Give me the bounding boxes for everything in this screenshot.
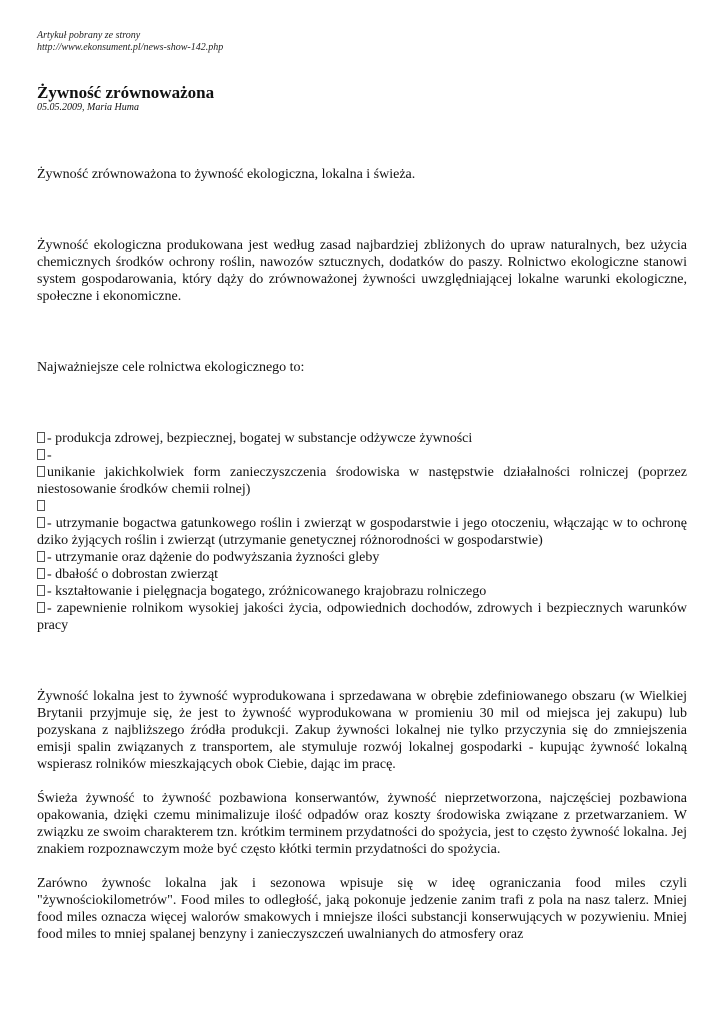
list-item xyxy=(37,464,687,498)
lead-paragraph: Żywność zrównoważona to żywność ekologiczna, lokalna i świeża. xyxy=(37,167,416,182)
bullet-box-icon xyxy=(37,585,45,596)
bullet-box-icon xyxy=(37,432,45,443)
article-meta: 05.05.2009, Maria Huma xyxy=(37,102,139,113)
ecological-paragraph: Żywność ekologiczna produkowana jest według zasad najbardziej zbliżonych do upraw naturalnych, bez użycia chemicznych środków ochrony roślin, nawozów sztucznych, dodatków do paszy. Rolnictwo ekologiczne stanowi system gospodarowania, który dąży do zrównoważonej żywności uwzględniającej lokalne warunki ekologiczne, społeczne i ekonomiczne. xyxy=(37,238,687,304)
list-item-text: - kształtowanie i pielęgnacja bogatego, zróżnicowanego krajobrazu rolniczego xyxy=(47,584,487,599)
bullet-box-icon xyxy=(37,449,45,460)
source-info xyxy=(37,30,687,54)
list-item xyxy=(37,515,687,549)
list-item xyxy=(37,549,687,566)
bullet-box-icon xyxy=(37,551,45,562)
goals-intro: Najważniejsze cele rolnictwa ekologicznego to: xyxy=(37,360,305,375)
list-item-text: - xyxy=(47,448,52,463)
list-item xyxy=(37,498,687,515)
list-item xyxy=(37,600,687,634)
list-item-text: - produkcja zdrowej, bezpiecznej, bogatej w substancje odżywcze żywności xyxy=(47,431,473,446)
list-item xyxy=(37,566,687,583)
source-label: Artykuł pobrany ze strony xyxy=(37,30,141,41)
bullet-box-icon xyxy=(37,517,45,528)
goals-list xyxy=(37,430,687,634)
list-item-text: unikanie jakichkolwiek form zanieczyszczenia środowiska w następstwie działalności rolniczej (poprzez niestosowanie środków chemii rolnej) xyxy=(37,465,687,497)
local-food-paragraph: Żywność lokalna jest to żywność wyprodukowana i sprzedawana w obrębie zdefiniowanego obszaru (w Wielkiej Brytanii przyjmuje się, że jest to żywność wyprodukowana w promieniu 30 mil od miejsca jej zakupu) lub pozyskana z najbliższego źródła produkcji. Zakup żywności lokalnej nie tylko przyczynia się do zmniejszenia emisji spalin związanych z transportem, ale stymuluje rozwój lokalnej gospodarki - kupując żywność lokalną wspierasz rolników mieszkających obok Ciebie, dając im pracę. xyxy=(37,689,687,772)
bullet-box-icon xyxy=(37,602,45,613)
list-item-text: - dbałość o dobrostan zwierząt xyxy=(47,567,219,582)
list-item xyxy=(37,430,687,447)
source-url[interactable]: http://www.ekonsument.pl/news-show-142.php xyxy=(37,42,224,53)
bullet-box-icon xyxy=(37,466,45,477)
bullet-box-icon xyxy=(37,568,45,579)
list-item-text: - utrzymanie bogactwa gatunkowego roślin i zwierząt w gospodarstwie i jego otoczeniu, włączając w to ochronę dziko żyjących roślin i zwierząt (utrzymanie genetycznej różnorodności w gospodarstwie) xyxy=(37,516,687,548)
food-miles-paragraph: Zarówno żywnośc lokalna jak i sezonowa wpisuje się w ideę ograniczania food miles czyli "żywnościokilometrów". Food miles to odległość, jaką pokonuje jedzenie zanim trafi z pola na nasz talerz. Mniej food miles oznacza więcej walorów smakowych i mniejsze ilości substancji konserwujących w pozywieniu. Mniej food miles to mniej spalanej benzyny i zanieczyszczeń uwalnianych do atmosfery oraz xyxy=(37,876,687,942)
list-item xyxy=(37,583,687,600)
article-title: Żywność zrównoważona xyxy=(37,83,215,102)
list-item-text: - zapewnienie rolnikom wysokiej jakości życia, odpowiednich dochodów, zdrowych i bezpiecznych warunków pracy xyxy=(37,601,687,633)
list-item-text: - utrzymanie oraz dążenie do podwyższania żyzności gleby xyxy=(47,550,380,565)
bullet-box-icon xyxy=(37,500,45,511)
list-item xyxy=(37,447,687,464)
fresh-food-paragraph: Świeża żywność to żywność pozbawiona konserwantów, żywność nieprzetworzona, najczęściej pozbawiona opakowania, dzięki czemu minimalizuje ilość odpadów oraz koszty środowiska związane z przetwarzaniem. W związku ze swoim charakterem tzn. krótkim terminem przydatności do spożycia, jest to często żywność lokalna. Jej znakiem rozpoznawczym może być często kłótki termin przydatności do spożycia. xyxy=(37,791,687,857)
document-page xyxy=(37,30,687,943)
